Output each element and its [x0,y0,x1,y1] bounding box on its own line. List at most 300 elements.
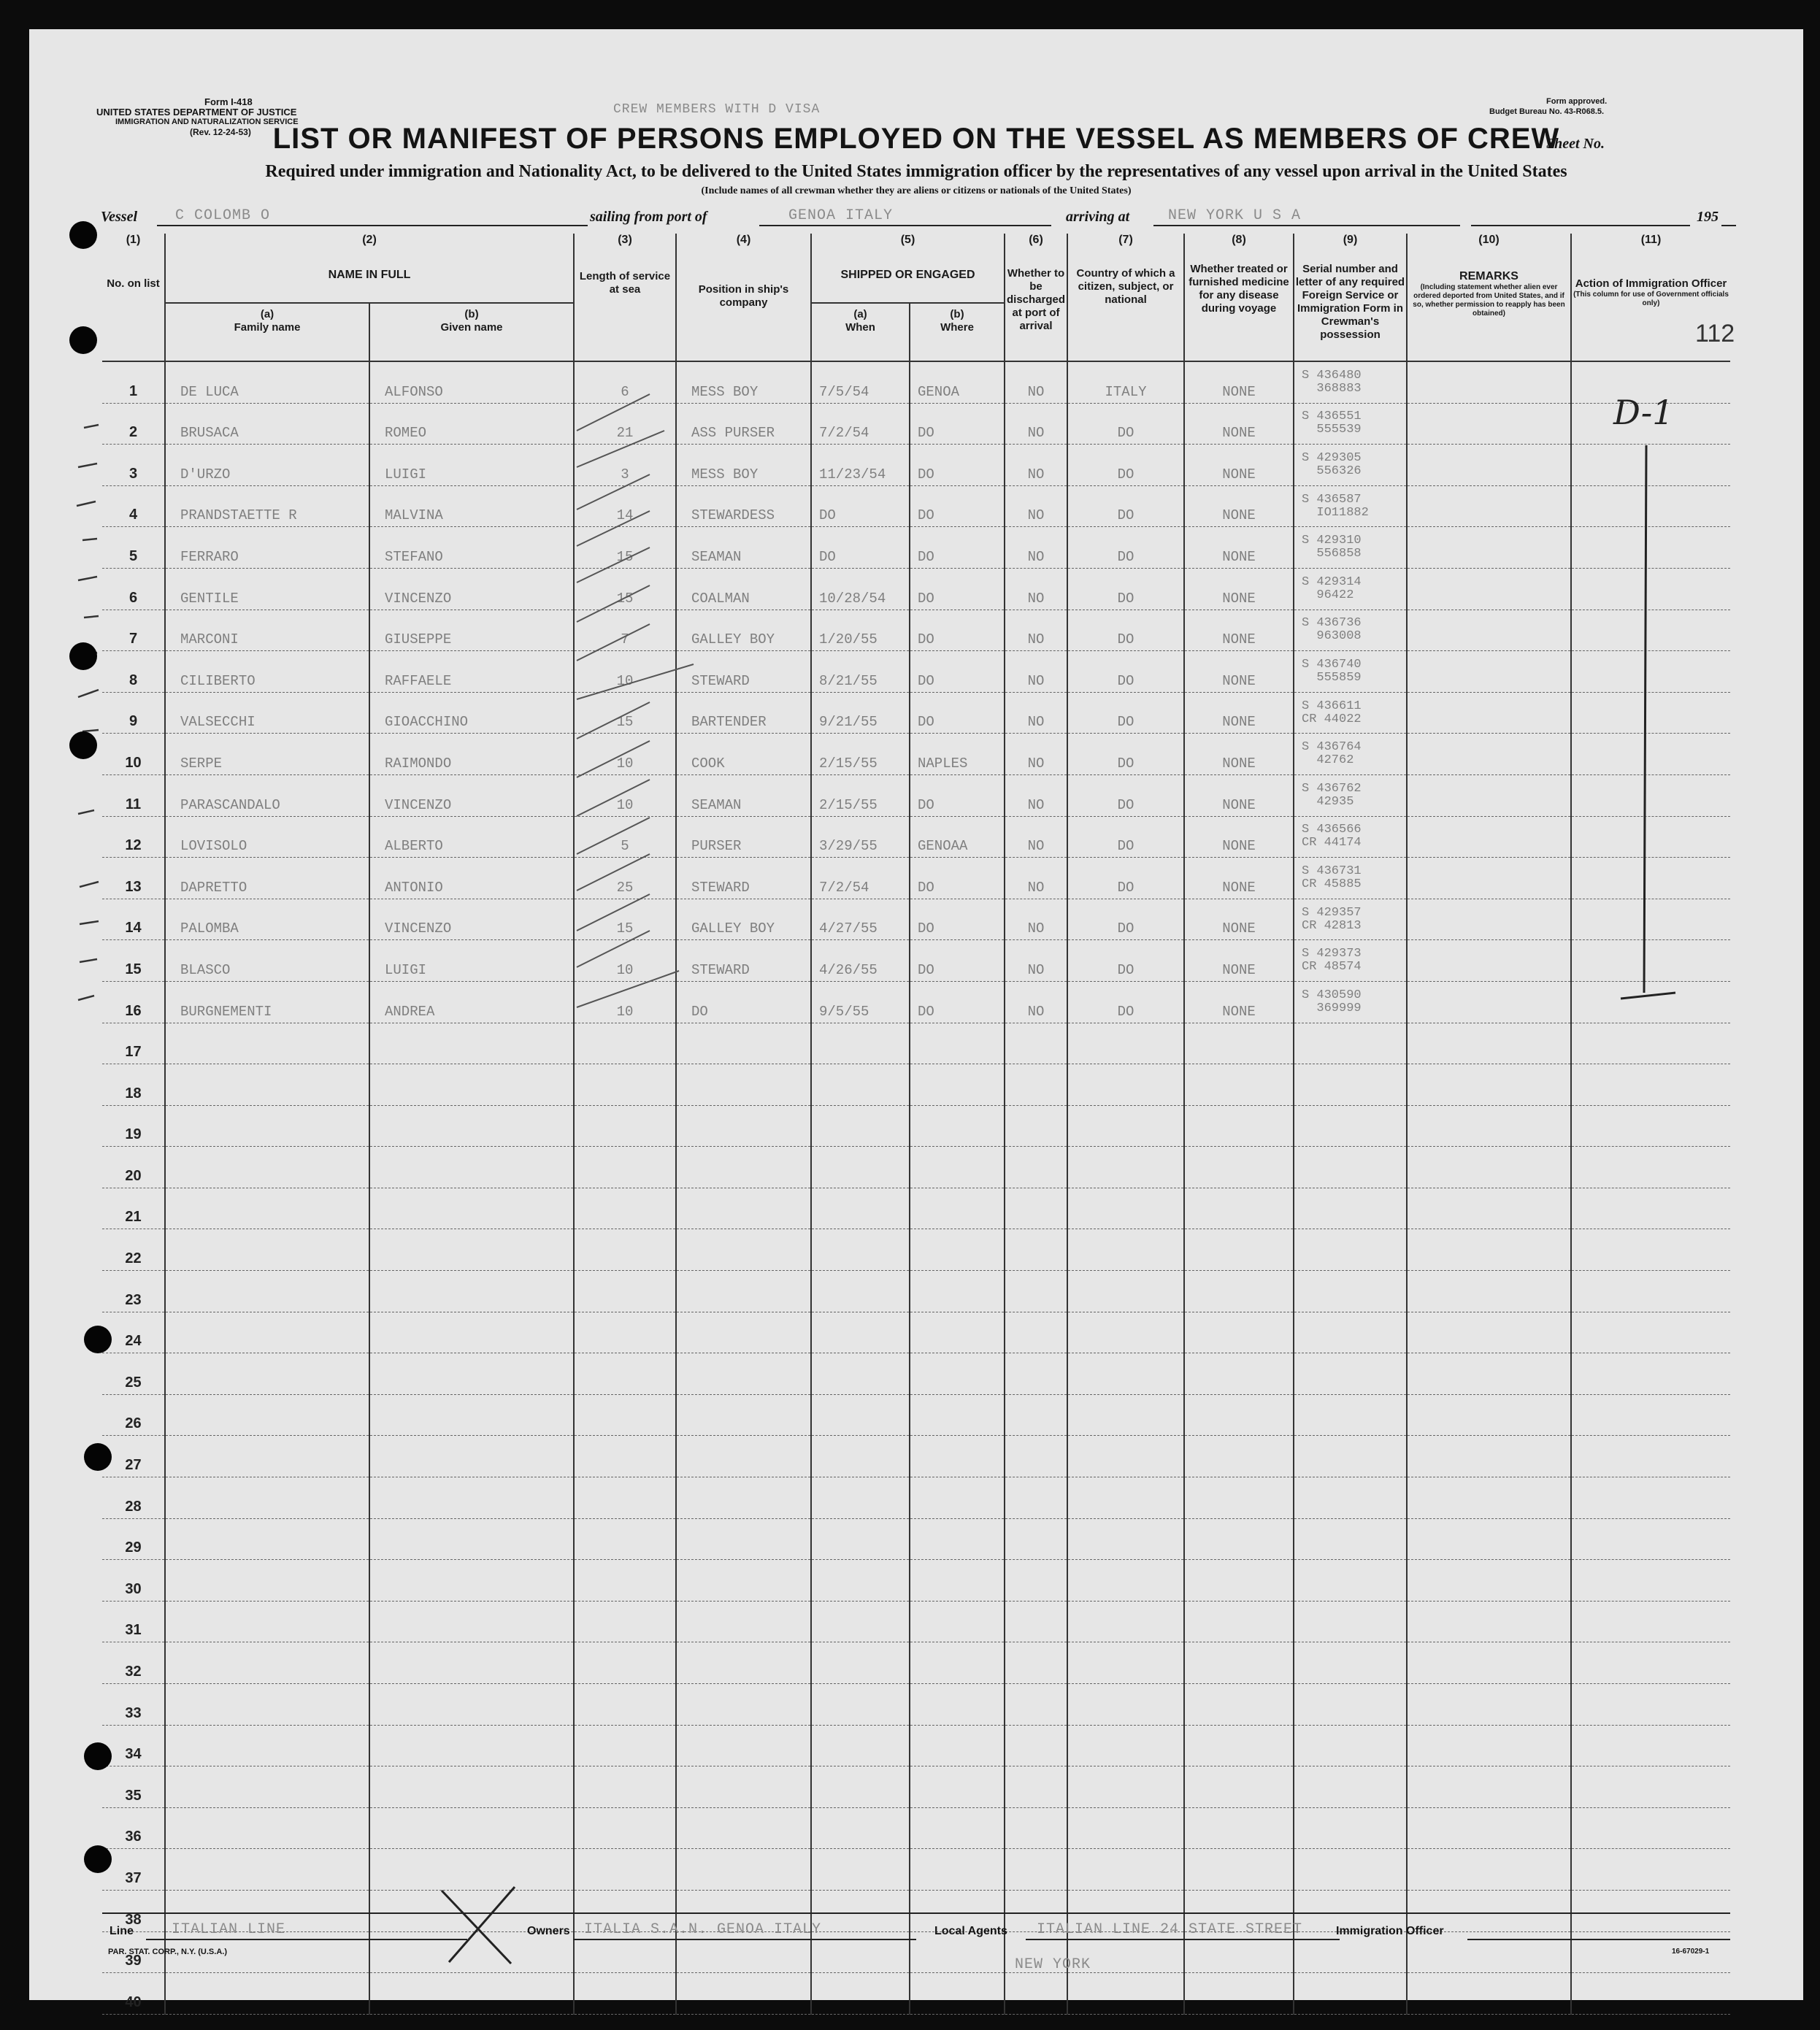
cell-position[interactable] [676,1807,811,1849]
cell-serial-number[interactable] [1294,1353,1407,1395]
cell-serial-number[interactable]: S 430590 369999 [1294,981,1407,1023]
cell-given-name[interactable] [369,1064,574,1106]
cell-given-name[interactable] [369,1353,574,1395]
cell-remarks[interactable] [1407,1725,1571,1766]
cell-position[interactable]: GALLEY BOY [676,899,811,940]
cell-family-name[interactable]: DAPRETTO [165,858,369,899]
cell-shipped-when[interactable]: 9/21/55 [811,692,910,734]
cell-action[interactable] [1571,1642,1730,1684]
cell-family-name[interactable] [165,1601,369,1642]
cell-position[interactable]: ASS PURSER [676,403,811,445]
cell-discharged[interactable] [1005,1684,1067,1726]
cell-medicine[interactable] [1184,1105,1294,1147]
cell-action[interactable] [1571,1064,1730,1106]
cell-remarks[interactable] [1407,651,1571,693]
cell-medicine[interactable]: NONE [1184,774,1294,816]
cell-shipped-where[interactable] [910,1807,1005,1849]
cell-action[interactable] [1571,1890,1730,1931]
cell-shipped-when[interactable] [811,1560,910,1602]
cell-serial-number[interactable] [1294,1766,1407,1808]
cell-serial-number[interactable] [1294,1684,1407,1726]
cell-shipped-when[interactable]: DO [811,527,910,569]
cell-medicine[interactable]: NONE [1184,816,1294,858]
cell-shipped-where[interactable] [910,1023,1005,1064]
cell-serial-number[interactable]: S 429373 CR 48574 [1294,940,1407,982]
cell-medicine[interactable]: NONE [1184,485,1294,527]
cell-service-years[interactable] [574,1271,676,1312]
cell-shipped-when[interactable] [811,1312,910,1353]
cell-remarks[interactable] [1407,1394,1571,1436]
cell-discharged[interactable] [1005,1023,1067,1064]
cell-given-name[interactable] [369,1973,574,2015]
cell-position[interactable] [676,1188,811,1229]
cell-given-name[interactable]: RAFFAELE [369,651,574,693]
cell-action[interactable] [1571,1188,1730,1229]
cell-discharged[interactable] [1005,1271,1067,1312]
cell-family-name[interactable] [165,1229,369,1271]
cell-shipped-where[interactable]: NAPLES [910,734,1005,775]
cell-given-name[interactable]: GIUSEPPE [369,610,574,651]
cell-service-years[interactable] [574,1849,676,1891]
cell-remarks[interactable] [1407,1229,1571,1271]
cell-country[interactable] [1067,1312,1184,1353]
cell-family-name[interactable] [165,1766,369,1808]
cell-action[interactable] [1571,1766,1730,1808]
cell-service-years[interactable] [574,1312,676,1353]
cell-family-name[interactable]: PARASCANDALO [165,774,369,816]
cell-action[interactable] [1571,1477,1730,1519]
cell-shipped-when[interactable] [811,1518,910,1560]
cell-action[interactable] [1571,1353,1730,1395]
cell-family-name[interactable]: LOVISOLO [165,816,369,858]
cell-service-years[interactable]: 10 [574,981,676,1023]
cell-action[interactable] [1571,1849,1730,1891]
cell-family-name[interactable] [165,1807,369,1849]
cell-given-name[interactable] [369,1023,574,1064]
cell-family-name[interactable] [165,1147,369,1188]
cell-medicine[interactable] [1184,1973,1294,2015]
cell-service-years[interactable]: 14 [574,485,676,527]
cell-discharged[interactable]: NO [1005,651,1067,693]
cell-medicine[interactable] [1184,1807,1294,1849]
cell-medicine[interactable] [1184,1023,1294,1064]
cell-country[interactable]: DO [1067,774,1184,816]
cell-position[interactable] [676,1229,811,1271]
cell-given-name[interactable]: MALVINA [369,485,574,527]
cell-shipped-where[interactable] [910,1229,1005,1271]
cell-shipped-when[interactable] [811,1725,910,1766]
sailing-from-field[interactable]: GENOA ITALY [788,207,894,224]
cell-shipped-where[interactable] [910,1271,1005,1312]
cell-position[interactable] [676,1147,811,1188]
cell-action[interactable] [1571,1147,1730,1188]
cell-serial-number[interactable] [1294,1849,1407,1891]
cell-action[interactable] [1571,1312,1730,1353]
cell-family-name[interactable] [165,1973,369,2015]
cell-serial-number[interactable] [1294,1064,1407,1106]
cell-serial-number[interactable] [1294,1023,1407,1064]
cell-discharged[interactable] [1005,1642,1067,1684]
cell-position[interactable] [676,1684,811,1726]
cell-position[interactable] [676,1105,811,1147]
cell-discharged[interactable]: NO [1005,361,1067,403]
cell-shipped-when[interactable] [811,1931,910,1973]
cell-given-name[interactable] [369,1642,574,1684]
cell-given-name[interactable]: ALBERTO [369,816,574,858]
cell-serial-number[interactable]: S 436736 963008 [1294,610,1407,651]
cell-family-name[interactable] [165,1188,369,1229]
cell-position[interactable]: DO [676,981,811,1023]
cell-shipped-where[interactable] [910,1394,1005,1436]
cell-remarks[interactable] [1407,1684,1571,1726]
cell-discharged[interactable]: NO [1005,692,1067,734]
cell-country[interactable]: DO [1067,445,1184,486]
cell-serial-number[interactable]: S 436587 IO11882 [1294,485,1407,527]
cell-remarks[interactable] [1407,1560,1571,1602]
cell-serial-number[interactable]: S 436731 CR 45885 [1294,858,1407,899]
cell-action[interactable] [1571,1973,1730,2015]
cell-given-name[interactable]: VINCENZO [369,899,574,940]
cell-position[interactable]: STEWARDESS [676,485,811,527]
cell-family-name[interactable]: PRANDSTAETTE R [165,485,369,527]
cell-shipped-when[interactable] [811,1353,910,1395]
cell-medicine[interactable]: NONE [1184,651,1294,693]
cell-shipped-when[interactable] [811,1973,910,2015]
cell-given-name[interactable]: ROMEO [369,403,574,445]
cell-service-years[interactable] [574,1147,676,1188]
cell-remarks[interactable] [1407,361,1571,403]
cell-shipped-where[interactable]: DO [910,527,1005,569]
cell-action[interactable] [1571,1601,1730,1642]
cell-shipped-where[interactable]: DO [910,568,1005,610]
cell-serial-number[interactable] [1294,1642,1407,1684]
cell-discharged[interactable] [1005,1477,1067,1519]
cell-position[interactable]: GALLEY BOY [676,610,811,651]
cell-given-name[interactable]: LUIGI [369,445,574,486]
cell-discharged[interactable] [1005,1188,1067,1229]
cell-discharged[interactable]: NO [1005,610,1067,651]
cell-given-name[interactable] [369,1766,574,1808]
cell-family-name[interactable]: PALOMBA [165,899,369,940]
cell-shipped-where[interactable]: GENOA [910,361,1005,403]
cell-service-years[interactable]: 10 [574,940,676,982]
cell-country[interactable]: DO [1067,692,1184,734]
cell-shipped-where[interactable] [910,1477,1005,1519]
cell-position[interactable]: SEAMAN [676,527,811,569]
cell-discharged[interactable]: NO [1005,774,1067,816]
cell-medicine[interactable]: NONE [1184,527,1294,569]
cell-given-name[interactable] [369,1229,574,1271]
cell-serial-number[interactable]: S 429314 96422 [1294,568,1407,610]
cell-remarks[interactable] [1407,1601,1571,1642]
cell-shipped-when[interactable]: 11/23/54 [811,445,910,486]
cell-discharged[interactable] [1005,1973,1067,2015]
cell-shipped-when[interactable]: 7/2/54 [811,858,910,899]
cell-serial-number[interactable] [1294,1973,1407,2015]
cell-remarks[interactable] [1407,981,1571,1023]
cell-country[interactable]: DO [1067,403,1184,445]
cell-remarks[interactable] [1407,445,1571,486]
cell-remarks[interactable] [1407,734,1571,775]
cell-position[interactable]: MESS BOY [676,361,811,403]
cell-country[interactable] [1067,1973,1184,2015]
cell-service-years[interactable] [574,1807,676,1849]
cell-family-name[interactable] [165,1064,369,1106]
cell-shipped-when[interactable]: 4/27/55 [811,899,910,940]
cell-given-name[interactable] [369,1436,574,1477]
cell-remarks[interactable] [1407,1766,1571,1808]
cell-shipped-where[interactable] [910,1064,1005,1106]
cell-country[interactable] [1067,1023,1184,1064]
cell-country[interactable]: DO [1067,485,1184,527]
cell-serial-number[interactable]: S 436551 555539 [1294,403,1407,445]
cell-discharged[interactable]: NO [1005,403,1067,445]
cell-family-name[interactable] [165,1684,369,1726]
cell-country[interactable]: DO [1067,527,1184,569]
cell-family-name[interactable]: CILIBERTO [165,651,369,693]
cell-action[interactable] [1571,1023,1730,1064]
cell-medicine[interactable]: NONE [1184,445,1294,486]
cell-service-years[interactable] [574,1684,676,1726]
cell-service-years[interactable]: 10 [574,734,676,775]
cell-discharged[interactable] [1005,1766,1067,1808]
vessel-field[interactable]: C COLOMB O [175,207,271,224]
cell-medicine[interactable]: NONE [1184,403,1294,445]
cell-remarks[interactable] [1407,1849,1571,1891]
cell-action[interactable] [1571,1394,1730,1436]
cell-medicine[interactable] [1184,1766,1294,1808]
cell-shipped-when[interactable]: 8/21/55 [811,651,910,693]
cell-given-name[interactable] [369,1147,574,1188]
cell-shipped-when[interactable] [811,1890,910,1931]
cell-service-years[interactable] [574,1973,676,2015]
cell-shipped-where[interactable] [910,1436,1005,1477]
cell-service-years[interactable]: 10 [574,774,676,816]
cell-family-name[interactable]: BURGNEMENTI [165,981,369,1023]
cell-service-years[interactable] [574,1188,676,1229]
cell-service-years[interactable] [574,1601,676,1642]
cell-serial-number[interactable] [1294,1477,1407,1519]
cell-medicine[interactable] [1184,1188,1294,1229]
cell-medicine[interactable]: NONE [1184,568,1294,610]
cell-action[interactable] [1571,1436,1730,1477]
cell-shipped-where[interactable] [910,1105,1005,1147]
cell-discharged[interactable] [1005,1064,1067,1106]
cell-remarks[interactable] [1407,1807,1571,1849]
cell-country[interactable] [1067,1642,1184,1684]
cell-service-years[interactable]: 15 [574,568,676,610]
cell-position[interactable]: MESS BOY [676,445,811,486]
cell-position[interactable]: STEWARD [676,858,811,899]
cell-service-years[interactable] [574,1560,676,1602]
cell-country[interactable]: DO [1067,940,1184,982]
cell-given-name[interactable]: ALFONSO [369,361,574,403]
cell-position[interactable] [676,1560,811,1602]
cell-shipped-where[interactable] [910,1518,1005,1560]
cell-shipped-where[interactable] [910,1849,1005,1891]
cell-family-name[interactable]: FERRARO [165,527,369,569]
cell-position[interactable] [676,1312,811,1353]
cell-country[interactable] [1067,1229,1184,1271]
cell-serial-number[interactable]: S 436480 368883 [1294,361,1407,403]
cell-discharged[interactable]: NO [1005,858,1067,899]
cell-medicine[interactable]: NONE [1184,361,1294,403]
cell-medicine[interactable] [1184,1229,1294,1271]
cell-remarks[interactable] [1407,692,1571,734]
cell-medicine[interactable] [1184,1436,1294,1477]
cell-given-name[interactable] [369,1601,574,1642]
cell-serial-number[interactable] [1294,1188,1407,1229]
cell-shipped-when[interactable]: 9/5/55 [811,981,910,1023]
cell-shipped-when[interactable] [811,1147,910,1188]
cell-serial-number[interactable]: S 436764 42762 [1294,734,1407,775]
cell-position[interactable] [676,1353,811,1395]
cell-medicine[interactable]: NONE [1184,940,1294,982]
cell-family-name[interactable]: GENTILE [165,568,369,610]
cell-serial-number[interactable] [1294,1725,1407,1766]
cell-country[interactable]: ITALY [1067,361,1184,403]
cell-given-name[interactable] [369,1560,574,1602]
cell-position[interactable] [676,1973,811,2015]
cell-given-name[interactable] [369,1188,574,1229]
cell-discharged[interactable] [1005,1394,1067,1436]
cell-service-years[interactable]: 15 [574,692,676,734]
cell-country[interactable]: DO [1067,734,1184,775]
cell-shipped-when[interactable] [811,1684,910,1726]
cell-medicine[interactable] [1184,1601,1294,1642]
cell-shipped-when[interactable]: 2/15/55 [811,734,910,775]
cell-serial-number[interactable] [1294,1518,1407,1560]
cell-serial-number[interactable]: S 436762 42935 [1294,774,1407,816]
cell-action[interactable] [1571,1105,1730,1147]
cell-position[interactable] [676,1271,811,1312]
cell-remarks[interactable] [1407,1518,1571,1560]
cell-service-years[interactable] [574,1766,676,1808]
cell-service-years[interactable]: 25 [574,858,676,899]
cell-shipped-when[interactable]: 10/28/54 [811,568,910,610]
cell-country[interactable]: DO [1067,899,1184,940]
cell-serial-number[interactable] [1294,1807,1407,1849]
cell-medicine[interactable] [1184,1642,1294,1684]
cell-shipped-where[interactable] [910,1766,1005,1808]
cell-shipped-where[interactable]: DO [910,445,1005,486]
cell-country[interactable]: DO [1067,610,1184,651]
cell-country[interactable]: DO [1067,816,1184,858]
cell-given-name[interactable]: STEFANO [369,527,574,569]
cell-position[interactable] [676,1064,811,1106]
cell-shipped-where[interactable] [910,1973,1005,2015]
cell-country[interactable] [1067,1271,1184,1312]
cell-service-years[interactable]: 7 [574,610,676,651]
cell-shipped-where[interactable]: DO [910,981,1005,1023]
cell-family-name[interactable] [165,1394,369,1436]
cell-serial-number[interactable]: S 429310 556858 [1294,527,1407,569]
cell-country[interactable]: DO [1067,858,1184,899]
cell-action[interactable] [1571,1684,1730,1726]
cell-family-name[interactable]: MARCONI [165,610,369,651]
cell-serial-number[interactable] [1294,1271,1407,1312]
cell-remarks[interactable] [1407,858,1571,899]
cell-shipped-where[interactable]: DO [910,774,1005,816]
cell-discharged[interactable]: NO [1005,940,1067,982]
cell-family-name[interactable] [165,1725,369,1766]
cell-service-years[interactable]: 10 [574,651,676,693]
cell-shipped-when[interactable] [811,1642,910,1684]
cell-position[interactable] [676,1023,811,1064]
cell-discharged[interactable] [1005,1560,1067,1602]
cell-position[interactable] [676,1518,811,1560]
cell-discharged[interactable]: NO [1005,527,1067,569]
cell-family-name[interactable] [165,1849,369,1891]
cell-country[interactable] [1067,1725,1184,1766]
cell-remarks[interactable] [1407,774,1571,816]
cell-position[interactable] [676,1436,811,1477]
cell-country[interactable] [1067,1064,1184,1106]
local-agents-field[interactable]: ITALIAN LINE 24 STATE STREET [1037,1921,1303,1938]
cell-shipped-when[interactable] [811,1601,910,1642]
cell-country[interactable] [1067,1560,1184,1602]
cell-service-years[interactable] [574,1105,676,1147]
cell-shipped-when[interactable] [811,1023,910,1064]
cell-shipped-when[interactable] [811,1229,910,1271]
cell-remarks[interactable] [1407,1105,1571,1147]
cell-shipped-where[interactable]: DO [910,899,1005,940]
cell-remarks[interactable] [1407,1477,1571,1519]
cell-given-name[interactable] [369,1684,574,1726]
cell-remarks[interactable] [1407,403,1571,445]
cell-family-name[interactable] [165,1518,369,1560]
cell-medicine[interactable] [1184,1518,1294,1560]
cell-medicine[interactable] [1184,1684,1294,1726]
cell-service-years[interactable]: 5 [574,816,676,858]
cell-remarks[interactable] [1407,1353,1571,1395]
cell-shipped-when[interactable]: 7/2/54 [811,403,910,445]
cell-service-years[interactable] [574,1394,676,1436]
cell-country[interactable] [1067,1766,1184,1808]
cell-shipped-when[interactable]: 7/5/54 [811,361,910,403]
cell-position[interactable]: COOK [676,734,811,775]
cell-shipped-where[interactable]: DO [910,485,1005,527]
cell-given-name[interactable] [369,1807,574,1849]
cell-shipped-where[interactable] [910,1560,1005,1602]
cell-remarks[interactable] [1407,568,1571,610]
cell-position[interactable] [676,1477,811,1519]
cell-serial-number[interactable] [1294,1394,1407,1436]
cell-country[interactable] [1067,1353,1184,1395]
cell-medicine[interactable] [1184,1064,1294,1106]
cell-given-name[interactable]: LUIGI [369,940,574,982]
cell-position[interactable]: STEWARD [676,940,811,982]
cell-family-name[interactable] [165,1477,369,1519]
cell-family-name[interactable]: SERPE [165,734,369,775]
cell-position[interactable] [676,1642,811,1684]
cell-serial-number[interactable] [1294,1601,1407,1642]
cell-position[interactable]: SEAMAN [676,774,811,816]
cell-discharged[interactable] [1005,1229,1067,1271]
cell-country[interactable] [1067,1518,1184,1560]
cell-position[interactable] [676,1849,811,1891]
cell-action[interactable] [1571,1725,1730,1766]
cell-service-years[interactable]: 21 [574,403,676,445]
cell-discharged[interactable] [1005,1353,1067,1395]
cell-serial-number[interactable] [1294,1560,1407,1602]
cell-shipped-where[interactable]: DO [910,610,1005,651]
cell-family-name[interactable] [165,1271,369,1312]
cell-shipped-where[interactable] [910,1642,1005,1684]
cell-remarks[interactable] [1407,1973,1571,2015]
line-field[interactable]: ITALIAN LINE [172,1921,286,1938]
cell-medicine[interactable] [1184,1725,1294,1766]
